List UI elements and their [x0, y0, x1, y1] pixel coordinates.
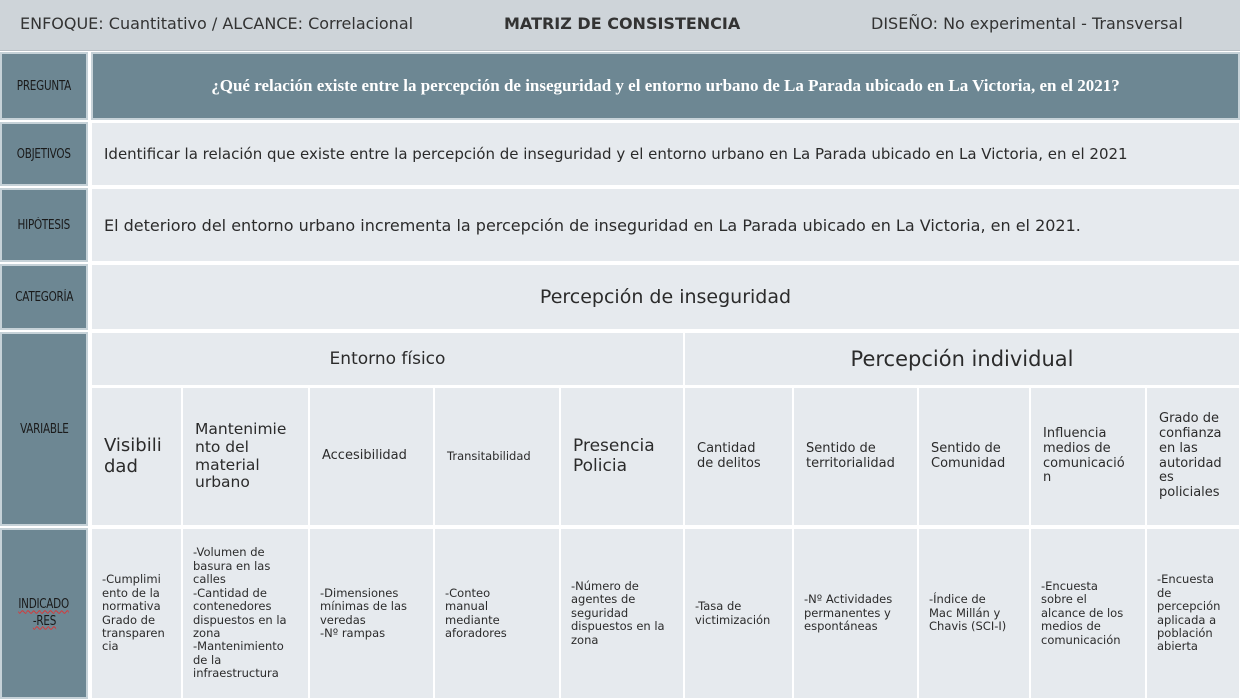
indicador-mantenimiento: -Volumen de basura en las calles -Cantidad de contenedores dispuestos en la zona -Mantenimiento de la infraestructura: [182, 528, 309, 699]
variable-territorialidad: Sentido de territorialidad: [793, 387, 918, 526]
indicador-cantidad-delitos: -Tasa de victimización: [684, 528, 793, 699]
variable-visibilidad: Visibili dad: [91, 387, 182, 526]
page-title: MATRIZ DE CONSISTENCIA: [504, 14, 741, 33]
variable-presencia-policia: Presencia Policia: [560, 387, 684, 526]
diseno-text: DISEÑO: No experimental - Transversal: [871, 14, 1183, 33]
variable-accesibilidad: Accesibilidad: [309, 387, 434, 526]
indicador-presencia-policia: -Número de agentes de seguridad dispuestos en la zona: [560, 528, 684, 699]
enfoque-alcance-text: ENFOQUE: Cuantitativo / ALCANCE: Correlacional: [20, 14, 414, 33]
variable-confianza-autoridades: Grado de confianza en las autoridad es policiales: [1146, 387, 1240, 526]
group-percepcion-individual: Percepción individual: [684, 332, 1240, 386]
indicador-sentido-comunidad: -Índice de Mac Millán y Chavis (SCI-I): [918, 528, 1030, 699]
indicador-transitabilidad: -Conteo manual mediante aforadores: [434, 528, 560, 699]
objetivos-cell: Identificar la relación que existe entre la percepción de inseguridad y el entorno urbano en La Parada ubicado en La Victoria, en el 2021: [91, 122, 1240, 186]
hipotesis-cell: El deterioro del entorno urbano incrementa la percepción de inseguridad en La Parada ubicado en La Victoria, en el 2021.: [91, 188, 1240, 262]
label-indicadores: INDICADO -RES: [0, 528, 88, 699]
indicador-confianza-autoridades: -Encuesta de percepción aplicada a población abierta: [1146, 528, 1240, 699]
variable-influencia-medios: Influencia medios de comunicació n: [1030, 387, 1146, 526]
variable-cantidad-delitos: Cantidad de delitos: [684, 387, 793, 526]
label-pregunta: PREGUNTA: [0, 52, 88, 120]
variable-transitabilidad: Transitabilidad: [434, 387, 560, 526]
pregunta-cell: ¿Qué relación existe entre la percepción de inseguridad y el entorno urbano de La Parada ubicado en La Victoria, en el 2021?: [91, 52, 1240, 120]
label-hipotesis: HIPÓTESIS: [0, 188, 88, 262]
categoria-cell: Percepción de inseguridad: [91, 264, 1240, 330]
variable-sentido-comunidad: Sentido de Comunidad: [918, 387, 1030, 526]
label-objetivos: OBJETIVOS: [0, 122, 88, 186]
label-categoria: CATEGORÍA: [0, 264, 88, 330]
indicador-influencia-medios: -Encuesta sobre el alcance de los medios de comunicación: [1030, 528, 1146, 699]
group-entorno-fisico: Entorno físico: [91, 332, 684, 386]
indicador-visibilidad: -Cumplimi ento de la normativa Grado de transparen cia: [91, 528, 182, 699]
indicador-territorialidad: -Nº Actividades permanentes y espontáneas: [793, 528, 918, 699]
label-variable: VARIABLE: [0, 332, 88, 526]
indicador-accesibilidad: -Dimensiones mínimas de las veredas -Nº rampas: [309, 528, 434, 699]
variable-mantenimiento: Mantenimie nto del material urbano: [182, 387, 309, 526]
header-bar: [0, 0, 1240, 51]
